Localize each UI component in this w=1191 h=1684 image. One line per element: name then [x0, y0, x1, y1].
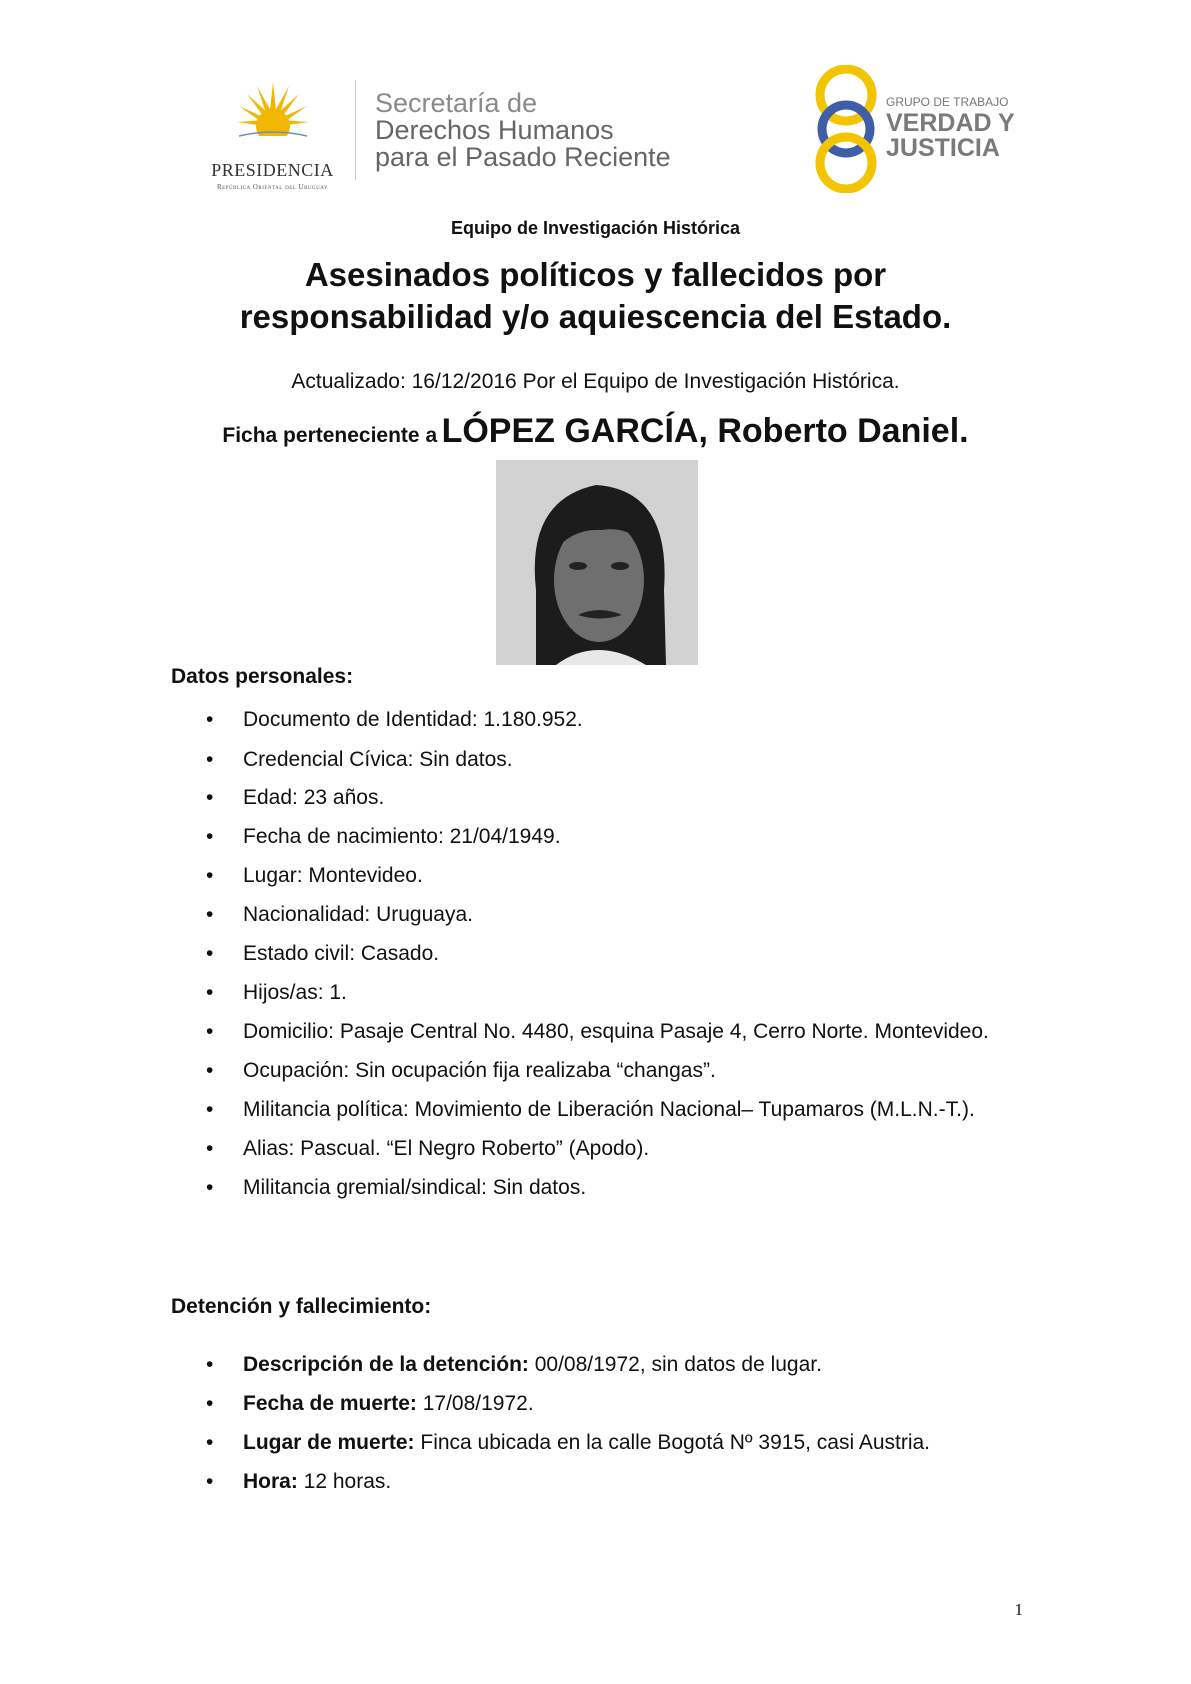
personal-data-list: [171, 706, 1023, 1213]
list-item: • Estado civil: Casado.: [171, 940, 1023, 967]
portrait-photo: [496, 460, 698, 665]
record-owner: [0, 412, 1191, 451]
item-label: Hora:: [243, 1470, 298, 1493]
portrait-image: [496, 460, 698, 665]
list-item: • Fecha de nacimiento: 21/04/1949.: [171, 823, 1023, 850]
grupo-small-text: GRUPO DE TRABAJO: [886, 95, 1009, 109]
item-label: Descripción de la detención:: [243, 1353, 529, 1376]
linked-rings-icon: [810, 65, 882, 193]
detention-list: [171, 1351, 1023, 1507]
title-line-1: Asesinados políticos y fallecidos por: [304, 256, 887, 293]
list-item: • Domicilio: Pasaje Central No. 4480, esquina Pasaje 4, Cerro Norte. Montevideo.: [171, 1018, 1023, 1045]
secretaria-line-3: para el Pasado Reciente: [375, 142, 671, 172]
record-owner-prefix: Ficha perteneciente a: [222, 424, 438, 447]
presidencia-name: PRESIDENCIA: [211, 160, 334, 180]
item-label: Fecha de muerte:: [243, 1392, 417, 1415]
list-item: [171, 1429, 1023, 1456]
verdad-justicia-logo: [810, 65, 1030, 195]
secretaria-line-2: Derechos Humanos: [375, 115, 614, 145]
list-item: • Militancia política: Movimiento de Liberación Nacional– Tupamaros (M.L.N.-T.).: [171, 1096, 1023, 1123]
item-value: 12 horas.: [297, 1470, 392, 1493]
item-value: Finca ubicada en la calle Bogotá Nº 3915, casi Austria.: [414, 1431, 931, 1454]
list-item: • Hijos/as: 1.: [171, 979, 1023, 1006]
updated-note: Actualizado: 16/12/2016 Por el Equipo de Investigación Histórica.: [291, 370, 900, 393]
page-number: 1: [1014, 1600, 1023, 1619]
item-value: 17/08/1972.: [416, 1392, 534, 1415]
list-item: • Ocupación: Sin ocupación fija realizaba “changas”.: [171, 1057, 1023, 1084]
list-item: [171, 1351, 1023, 1378]
page-header: [0, 60, 1191, 200]
item-label: Lugar de muerte:: [243, 1431, 415, 1454]
list-item: [171, 1390, 1023, 1417]
presidencia-logo: [195, 80, 350, 190]
grupo-line-1: VERDAD Y: [886, 109, 1015, 137]
detention-heading: Detención y fallecimiento:: [171, 1295, 432, 1318]
grupo-line-2: JUSTICIA: [886, 134, 1000, 162]
record-owner-name: LÓPEZ GARCÍA, Roberto Daniel.: [441, 412, 969, 450]
list-item: • Documento de Identidad: 1.180.952.: [171, 706, 1023, 733]
list-item: • Militancia gremial/sindical: Sin datos.: [171, 1174, 1023, 1201]
list-item: • Lugar: Montevideo.: [171, 862, 1023, 889]
secretaria-logo-text: [375, 90, 671, 171]
list-item: • Nacionalidad: Uruguaya.: [171, 901, 1023, 928]
grupo-big-text: [886, 111, 1015, 161]
presidencia-subtitle: República Oriental del Uruguay: [216, 183, 329, 191]
team-label: Equipo de Investigación Histórica: [450, 218, 741, 238]
secretaria-line-1: Secretaría de: [375, 88, 538, 118]
item-value: 00/08/1972, sin datos de lugar.: [528, 1353, 822, 1376]
list-item: • Alias: Pascual. “El Negro Roberto” (Apodo).: [171, 1135, 1023, 1162]
title-line-2: responsabilidad y/o aquiescencia del Estado.: [239, 298, 952, 335]
header-divider: [355, 80, 356, 180]
sun-icon: [235, 80, 311, 152]
page-title: [0, 254, 1191, 338]
personal-data-heading: Datos personales:: [171, 665, 354, 688]
list-item: • Credencial Cívica: Sin datos.: [171, 746, 1023, 773]
list-item: [171, 1468, 1023, 1495]
list-item: • Edad: 23 años.: [171, 784, 1023, 811]
